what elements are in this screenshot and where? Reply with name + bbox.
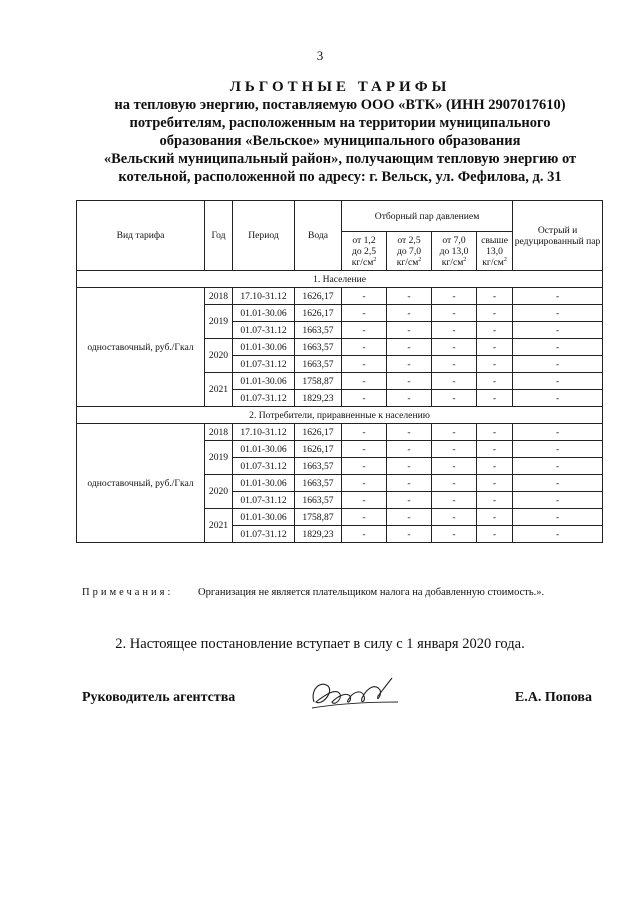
water-tariff-cell: 1626,17	[295, 441, 342, 458]
page-number: 3	[316, 48, 324, 63]
title-main: ЛЬГОТНЫЕ ТАРИФЫ	[229, 79, 451, 95]
empty-value-cell: -	[342, 475, 387, 492]
empty-value-cell: -	[477, 305, 513, 322]
water-tariff-cell: 1829,23	[295, 390, 342, 407]
year-cell: 2018	[205, 424, 233, 441]
empty-value-cell: -	[342, 339, 387, 356]
period-cell: 01.07-31.12	[233, 458, 295, 475]
water-tariff-cell: 1663,57	[295, 458, 342, 475]
empty-value-cell: -	[387, 322, 432, 339]
section-title: 2. Потребители, приравненные к населению	[77, 407, 603, 424]
empty-value-cell: -	[477, 424, 513, 441]
empty-value-cell: -	[342, 458, 387, 475]
empty-value-cell: -	[387, 424, 432, 441]
empty-value-cell: -	[432, 373, 477, 390]
empty-value-cell: -	[342, 390, 387, 407]
empty-value-cell: -	[432, 288, 477, 305]
water-tariff-cell: 1829,23	[295, 526, 342, 543]
water-tariff-cell: 1663,57	[295, 339, 342, 356]
water-tariff-cell: 1758,87	[295, 509, 342, 526]
notes-label: Примечания:	[82, 587, 174, 598]
year-cell: 2019	[205, 441, 233, 475]
notes	[82, 587, 622, 598]
empty-value-cell: -	[342, 424, 387, 441]
empty-value-cell: -	[432, 424, 477, 441]
period-cell: 01.01-30.06	[233, 305, 295, 322]
header-pressure-1: от 1,2 до 2,5 $кг/см^2$	[342, 232, 387, 271]
handwritten-signature	[306, 672, 406, 720]
empty-value-cell: -	[387, 390, 432, 407]
empty-value-cell: -	[477, 492, 513, 509]
signature-block	[82, 686, 592, 726]
header-water: Вода	[295, 201, 342, 271]
period-cell: 01.07-31.12	[233, 492, 295, 509]
table-row	[77, 424, 603, 441]
empty-value-cell: -	[513, 322, 603, 339]
empty-value-cell: -	[513, 492, 603, 509]
title-line-3: образования «Вельское» муниципального образования	[159, 133, 521, 149]
empty-value-cell: -	[387, 509, 432, 526]
empty-value-cell: -	[432, 305, 477, 322]
water-tariff-cell: 1663,57	[295, 356, 342, 373]
period-cell: 01.01-30.06	[233, 475, 295, 492]
period-cell: 01.01-30.06	[233, 373, 295, 390]
empty-value-cell: -	[387, 305, 432, 322]
empty-value-cell: -	[477, 441, 513, 458]
empty-value-cell: -	[477, 475, 513, 492]
water-tariff-cell: 1626,17	[295, 424, 342, 441]
water-tariff-cell: 1626,17	[295, 305, 342, 322]
empty-value-cell: -	[477, 356, 513, 373]
year-cell: 2020	[205, 339, 233, 373]
decree-text: 2. Настоящее постановление вступает в силу с 1 января 2020 года.	[115, 636, 525, 652]
water-tariff-cell: 1626,17	[295, 288, 342, 305]
notes-text: Организация не является плательщиком налога на добавленную стоимость.».	[198, 587, 545, 598]
empty-value-cell: -	[432, 475, 477, 492]
document-title	[60, 78, 620, 186]
title-line-1: на тепловую энергию, поставляемую ООО «ВТК» (ИНН 2907017610)	[114, 97, 566, 113]
empty-value-cell: -	[387, 492, 432, 509]
empty-value-cell: -	[387, 526, 432, 543]
empty-value-cell: -	[432, 390, 477, 407]
empty-value-cell: -	[477, 288, 513, 305]
tariff-type-cell: одноставочный, руб./Гкал	[77, 424, 205, 543]
empty-value-cell: -	[342, 526, 387, 543]
period-cell: 01.07-31.12	[233, 322, 295, 339]
tariff-type-cell: одноставочный, руб./Гкал	[77, 288, 205, 407]
empty-value-cell: -	[477, 458, 513, 475]
empty-value-cell: -	[513, 509, 603, 526]
water-tariff-cell: 1663,57	[295, 322, 342, 339]
empty-value-cell: -	[432, 322, 477, 339]
period-cell: 01.01-30.06	[233, 509, 295, 526]
empty-value-cell: -	[387, 441, 432, 458]
empty-value-cell: -	[432, 492, 477, 509]
year-cell: 2019	[205, 305, 233, 339]
water-tariff-cell: 1758,87	[295, 373, 342, 390]
empty-value-cell: -	[513, 441, 603, 458]
empty-value-cell: -	[477, 390, 513, 407]
empty-value-cell: -	[387, 356, 432, 373]
empty-value-cell: -	[513, 390, 603, 407]
empty-value-cell: -	[513, 458, 603, 475]
tariff-table	[76, 200, 603, 543]
empty-value-cell: -	[432, 526, 477, 543]
empty-value-cell: -	[342, 492, 387, 509]
empty-value-cell: -	[432, 339, 477, 356]
year-cell: 2021	[205, 509, 233, 543]
empty-value-cell: -	[477, 322, 513, 339]
empty-value-cell: -	[432, 509, 477, 526]
empty-value-cell: -	[342, 509, 387, 526]
empty-value-cell: -	[342, 305, 387, 322]
header-pressure-3: от 7,0 до 13,0 $кг/см^2$	[432, 232, 477, 271]
empty-value-cell: -	[342, 322, 387, 339]
header-steam-pressure: Отборный пар давлением	[342, 201, 513, 232]
tariff-table-body	[77, 271, 603, 543]
empty-value-cell: -	[513, 424, 603, 441]
header-pressure-4: свыше 13,0 $кг/см^2$	[477, 232, 513, 271]
title-line-2: потребителям, расположенным на территории муниципального	[129, 115, 551, 131]
empty-value-cell: -	[342, 441, 387, 458]
header-pressure-2: от 2,5 до 7,0 $кг/см^2$	[387, 232, 432, 271]
water-tariff-cell: 1663,57	[295, 492, 342, 509]
empty-value-cell: -	[342, 373, 387, 390]
signatory-name: Е.А. Попова	[514, 690, 592, 705]
empty-value-cell: -	[387, 458, 432, 475]
empty-value-cell: -	[477, 339, 513, 356]
title-line-5: котельной, расположенной по адресу: г. Вельск, ул. Фефилова, д. 31	[118, 169, 562, 185]
header-period: Период	[233, 201, 295, 271]
empty-value-cell: -	[432, 458, 477, 475]
header-year: Год	[205, 201, 233, 271]
empty-value-cell: -	[477, 526, 513, 543]
signatory-title: Руководитель агентства	[82, 690, 236, 705]
empty-value-cell: -	[513, 526, 603, 543]
empty-value-cell: -	[342, 356, 387, 373]
empty-value-cell: -	[387, 288, 432, 305]
empty-value-cell: -	[387, 373, 432, 390]
empty-value-cell: -	[513, 339, 603, 356]
period-cell: 01.01-30.06	[233, 441, 295, 458]
title-line-4: «Вельский муниципальный район», получающим тепловую энергию от	[103, 151, 577, 167]
water-tariff-cell: 1663,57	[295, 475, 342, 492]
empty-value-cell: -	[513, 373, 603, 390]
empty-value-cell: -	[387, 475, 432, 492]
year-cell: 2018	[205, 288, 233, 305]
period-cell: 01.01-30.06	[233, 339, 295, 356]
period-cell: 17.10-31.12	[233, 288, 295, 305]
empty-value-cell: -	[513, 305, 603, 322]
empty-value-cell: -	[477, 373, 513, 390]
period-cell: 17.10-31.12	[233, 424, 295, 441]
empty-value-cell: -	[513, 475, 603, 492]
period-cell: 01.07-31.12	[233, 390, 295, 407]
header-tariff-type: Вид тарифа	[77, 201, 205, 271]
empty-value-cell: -	[342, 288, 387, 305]
section-title: 1. Население	[77, 271, 603, 288]
header-sharp-steam: Острый и редуцированный пар	[513, 201, 603, 271]
empty-value-cell: -	[432, 441, 477, 458]
empty-value-cell: -	[513, 288, 603, 305]
year-cell: 2021	[205, 373, 233, 407]
empty-value-cell: -	[387, 339, 432, 356]
empty-value-cell: -	[513, 356, 603, 373]
period-cell: 01.07-31.12	[233, 356, 295, 373]
year-cell: 2020	[205, 475, 233, 509]
table-row	[77, 288, 603, 305]
empty-value-cell: -	[477, 509, 513, 526]
empty-value-cell: -	[432, 356, 477, 373]
period-cell: 01.07-31.12	[233, 526, 295, 543]
